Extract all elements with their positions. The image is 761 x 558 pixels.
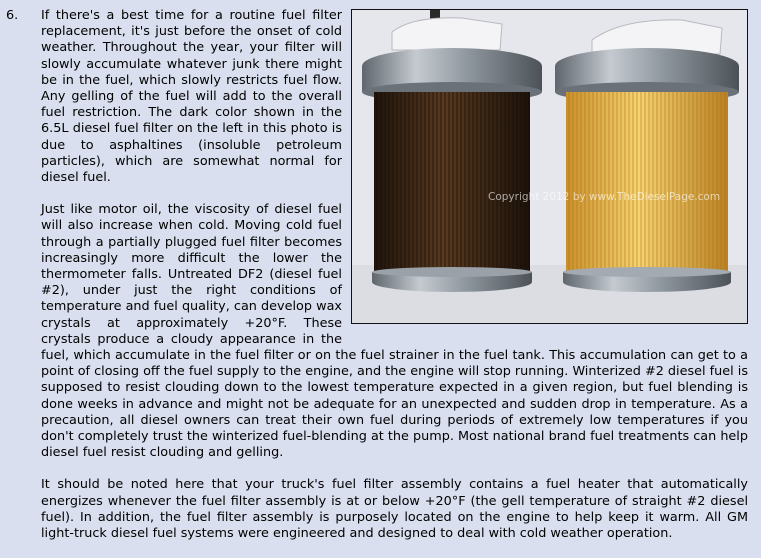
clean-filter [555, 20, 739, 292]
photo-watermark: Copyright 2012 by www.TheDieselPage.com [488, 191, 721, 203]
article-content [41, 8, 748, 558]
paragraph-fuel-heater: It should be noted here that your truck's fuel filter assembly contains a fuel heater that automatically energizes whenever the fuel filter assembly is at or below +20°F (the gell temperature of straight #2 diesel fuel). In addition, the fuel filter assembly is purposely located on the engine to help keep it warm. All GM light-truck diesel fuel systems were engineered and designed to deal with cold weather operation. [41, 477, 748, 542]
paragraph-viscosity: Just like motor oil, the viscosity of diesel fuel will also increase when cold. Moving cold fuel through a partially plugged fuel filter becomes increasingly more difficult the lower the thermometer falls. Untreated DF2 (diesel fuel #2), under just the right conditions of temperature and fuel quality, can develop wax crystals at approximately +20°F. These crystals produce a cloudy appearance in the fuel, which accumulate in the fuel filter or on the fuel strainer in the fuel tank. This accumulation can get to a point of closing off the fuel supply to the engine, and the engine will stop running. Winterized #2 diesel fuel is supposed to resist clouding down to the lowest temperature expected in a given region, but fuel blending is done weeks in advance and might not be adequate for an unexpected and sudden drop in temperature. As a precaution, all diesel owners can treat their own fuel during periods of extremely low temperatures if you don't completely trust the winterized fuel-blending at the pump. Most national brand fuel treatments can help diesel fuel resist clouding and gelling. [41, 202, 748, 461]
paragraph-best-time: If there's a best time for a routine fuel filter replacement, it's just before the onset of cold weather. Throughout the year, your filter will slowly accumulate whatever junk there might be in the fuel, which slowly restricts fuel flow. Any gelling of the fuel will add to the overall fuel restriction. The dark color shown in the 6.5L diesel fuel filter on the left in this photo is due to asphaltines (insoluble petroleum particles), which are somewhat normal for diesel fuel. [41, 8, 342, 186]
fuel-filter-photo [351, 9, 748, 324]
list-item-number: 6. [6, 8, 19, 23]
